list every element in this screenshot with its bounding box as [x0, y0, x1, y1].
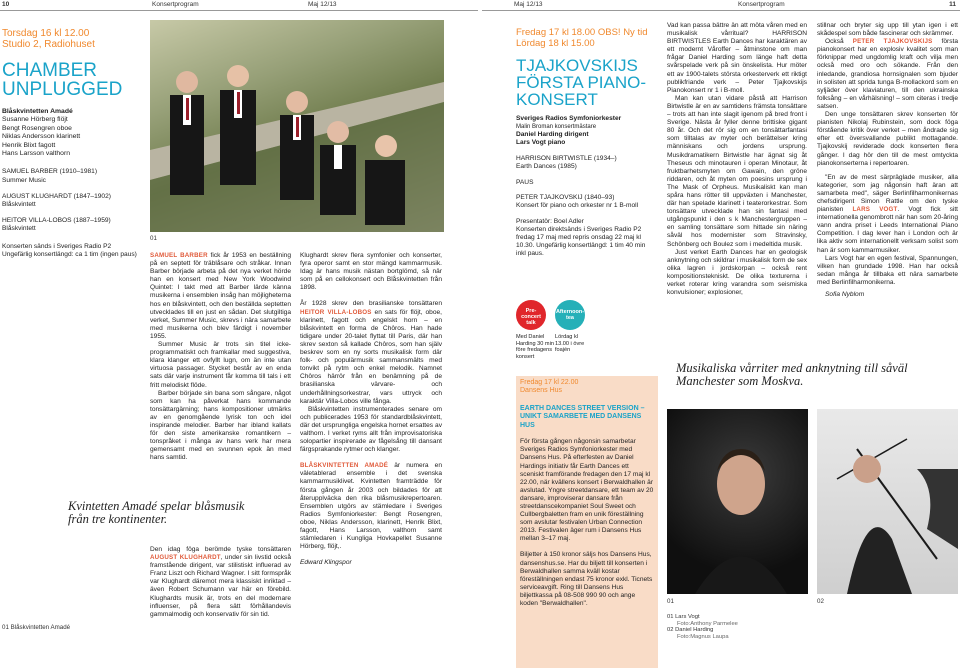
- author-signature: Edward Klingspor: [300, 559, 352, 567]
- article-column-5: [667, 22, 807, 297]
- pre-concert-text: Med Daniel Harding 30 min före fredagens konsert: [516, 334, 554, 360]
- paragraph: Barber började sin bana som sångare, något som kan ha påverkat hans kommande tonsättargärning; hans kompositioner utmärks av en genomgående lyrisk ton och idel inspirande melodier. Barber har ibland kallats för den siste amerikanske romantikern – tonspråket i många av hans verk har mera gemensamt med en svunnen epok än med hans samtid.: [150, 389, 291, 462]
- composer-name: AUGUST KLUGHARDT: [150, 554, 221, 562]
- soloist: Lars Vogt piano: [516, 139, 566, 147]
- paragraph: Klughardt skrev flera symfonier och konserter, fyra operor samt en stor mängd kammarmusik. Idag är hans musik nästan bortglömd, så när som på en cellokonsert och Blåskvintetten från 1898.: [300, 252, 442, 292]
- member: Bengt Rosengren oboe: [2, 124, 72, 132]
- paragraph: Just verket Earth Dances har en geologisk anknytning och skildrar i musikalisk form de sex olika lagren i jordskorpan – också rent kompositionstekniskt. De olika texturerna i verket roterar kring varandra som seismiska konvulsioner; explosioner,: [667, 248, 807, 297]
- member: Henrik Blixt fagott: [2, 141, 56, 149]
- work-composer: HEITOR VILLA-LOBOS (1887–1959): [2, 216, 111, 224]
- event-title-3: KONSERT: [516, 90, 598, 109]
- event-title: CHAMBER: [2, 60, 98, 81]
- paragraph: Man kan utan vidare påstå att Harrison Birtwistle är en av samtidens främsta tonsättare – trots att han inte slagit igenom på bred front i Sverige. Nästa år fyller denne brittiske gigant 80 år. Och det rör sig om en tonsättarfantasi som tilltalas av myter och berättelser kring människans och jordens ursprung. Musikdramatikern Birtwistle har ägnat sig åt Theseus och minotauren i operan Minotaur, åt fruktbarhetsmyten om Gawain, den gröne riddaren, och åt myten om poesins ursprung i The Mask of Orpheus. Musikaliskt kan man spåra hans rötter till uppväxten i Manchester, där han spelade klarinett i teaterorkestrar. Som tonsättare utvecklade han sin fantasi med utgångspunkt i den s k Manchestergruppen – en samling tonsättare som hittade sin näring såväl hos modernister som Stravinsky, Schönberg och Boulez som i medeltida musik.: [667, 94, 807, 248]
- photo-number: 01: [150, 235, 157, 242]
- caption-name: Lars Vogt: [675, 614, 700, 620]
- work-title: Earth Dances (1985): [516, 163, 577, 171]
- article-column-6: stillnar och bryter sig upp till ytan igen i ett skådespel som både fascinerar och skrämmer. Också PETER TJAJKOVSKIJS första pianokonsert har en explosiv kvalitet som man förknippar med ungdomlig kraft och vilja men också med oro och sökande. Från den inledande, grandiosa hornsignalen som bjuder in solisten att sprida tunga B-mollackord som en syljäder över klaviaturen, till den ukrainska folksång – en vårhälsning! – som citeras i tredje satsen. Den unge tonsättaren skrev konserten för pianisten Nikolaj Rubinstein, som dock föga förstående kritik över verket – men åndrade sig efter ett översvallande publikt mottagande. Tjajkovskij reviderade dock konserten flera gånger. I dag hör den till de mest omtyckta pianokonserterna i repertoaren. "En av de mest särpräglade musiker, alla kategorier, som jag någonsin haft äran att samarbeta med", säger Berlinfilharmonikernas chefsdirigent Simon Rattle om den tyske pianisten LARS VOGT. Vogt fick sitt internationella genombrott när han som 20-åring vann andra priset i Leeds International Piano Competition. I dag lever han i London och är lika aktiv som internationellt verksam solist som han är som kammarmusiker. Lars Vogt har en egen festival, Spannungen, vilken han grundade 1998. Han har också sedan många år tillbaka ett nära samarbete med Berlinfilharmonikerna. Sofia Nyblom: [817, 22, 958, 298]
- event-title-2: UNPLUGGED: [2, 79, 123, 100]
- paragraph: Summer Music är trots sin titel icke-programmatiskt och framkallar med suggestiva, klara klanger ett ovfyllt lugn, om än inte utan virtuosa passager. Stycket består av en enda sats där varje instrument får komma till tals i ett fritt melodiskt flöde.: [150, 341, 291, 389]
- work-title: Konsert för piano och orkester nr 1 B-moll: [516, 201, 639, 209]
- pull-quote: Kvintetten Amadé spelar blåsmusik från tre kontinenter.: [68, 499, 245, 526]
- event-venue: Dansens Hus: [520, 387, 563, 394]
- pre-concert-badge: Pre-concert talk: [516, 300, 546, 330]
- paragraph: stillnar och bryter sig upp till ytan igen i ett skådespel som både fascinerar och skrämmer.: [817, 22, 958, 38]
- conductor: Daniel Harding dirigent: [516, 131, 589, 139]
- paragraph: Biljetter à 150 kronor säljs hos Dansens Hus, dansenshus.se. Har du biljett till konserten i Berwaldhallen samma kväll kostar föreställningen endast 75 kronor exkl. Ticnets serviceavgift. Ring till Dansens Hus biljettkassa på 08-508 990 90 och ange koden "Berwaldhallen".: [520, 551, 653, 607]
- member: Hans Larsson valthorn: [2, 150, 71, 158]
- event-date: Torsdag 16 kl 12.00: [2, 28, 90, 39]
- article-column-2b: Den idag föga berömde tyske tonsättaren AUGUST KLUGHARDT, under sin livstid också framstående dirigent, var stilistiskt influerad av Franz Liszt och Richard Wagner. I sitt formspråk var Klughardt däremot mera klassiskt inriktad – även Robert Schumann var här en förebild. Klughardts musik är, trots en del modernare influenser, på flera sätt förhållandevis gammalmodig och konservativ för sin tid.: [150, 546, 291, 618]
- event-venue: Studio 2, Radiohuset: [2, 39, 95, 50]
- lars-vogt-photo: [667, 409, 808, 594]
- concert-info-column: [2, 28, 140, 259]
- quintet-photo: [150, 20, 444, 232]
- soloist-name: LARS VOGT: [852, 206, 898, 214]
- composer-name: PETER TJAJKOVSKIJS: [852, 38, 933, 46]
- photo-number: 01: [667, 598, 674, 605]
- dance-event-box: [516, 376, 658, 668]
- caption-credit: Foto:Magnus Laupa: [677, 633, 729, 640]
- presenter: Presentatör: Boel Adler: [516, 217, 584, 225]
- header-date: Maj 12/13: [514, 1, 543, 8]
- work-composer: AUGUST KLUGHARDT (1847–1902): [2, 192, 111, 200]
- composer-name: SAMUEL BARBER: [150, 252, 208, 259]
- paragraph: För första gången någonsin samarbetar Sveriges Radios Symfoniorkester med Dansens Hus. På efterfesten av Daniel Hardings initiativ får Earth Dances ett sceniskt framförande fredagen den 17 maj kl 22.00, när kvällens konsert i Berwaldhallen är avslutad. Yngre streetdansare, ett team av 20 dansare, improviserar dansare från streetdanscekompaniet Soul Sweet och Cullbergbaletten fram en unik föreställning som avslutar festivalen Urban Connection 2013. Festivalen äger rum i Dansens Hus mellan 3–17 maj.: [520, 438, 654, 543]
- paragraph: Lars Vogt har en egen festival, Spannungen, vilken han grundade 1998. Han har också sedan många år tillbaka ett nära samarbete med Berlinfilharmonikerna.: [817, 254, 958, 286]
- author-signature: Sofia Nyblom: [825, 291, 865, 298]
- header-section: Konsertprogram: [152, 1, 199, 8]
- article-column-3: Klughardt skrev flera symfonier och konserter, fyra operor samt en stor mängd kammarmusik. Idag är hans musik nästan bortglömd, så när som på en cellokonsert och Blåskvintetten från 1898. År 1928 skrev den brasilianske tonsättaren HEITOR VILLA-LOBOS en sats för flöjt, oboe, klarinett, fagott och engelskt horn – en blåskvintett en forma de Chôros. Han hade tidigare under 20-talet flyttat till Paris, där han skrev sexton så kallade Chôros, som han själv beskrev som en ny sorts musikalisk form där folk- och populärmusik sammansmälts med tonvikt på rytm och enkel melodik. Namnet Chôros härrör från en benämning på de brasilianska värvare- och underhållningsorkestrar, vars uttryck och karaktär Villa-Lobos ville fånga. Blåskvintetten instrumenterades senare om och publicerades 1953 för standardblåskvintett, där det ursprungliga engelska hornet ersattes av valthorn. I verket ryms allt från improvisatoriska solopartier inspirerade av fågelsång till dansant färgsprakande rytmer och klanger. BLÅSKVINTETTEN AMADÉ är numera en väletablerad ensemble i det svenska kammarmusiklivet. Kvintetten framträdde för första gången år 2003 och bildades för att återupplväcka den rika blåsmusikrepertoaren. Ensemblen utgörs av stämledare i Sveriges Radios Symfoniorkester: Bengt Rosengren, oboe, Niklas Andersson, klarinett, Henrik Blixt, fagott, Hans Larsson, valthorn samt stämledaren i Kungliga Hovkapellet Susanne Hörberg, flöjt,. Edward Klingspor: [300, 252, 442, 567]
- caption-credit: Foto:Anthony Parmelee: [677, 620, 738, 627]
- concert-info-column-2: [516, 28, 656, 258]
- orchestra: Sveriges Radios Symfoniorkester: [516, 115, 622, 122]
- work-composer: SAMUEL BARBER (1910–1981): [2, 168, 98, 176]
- broadcast-note: Konserten direktsänds i Sveriges Radio P2 fredag 17 maj med repris onsdag 22 maj kl 10.30. Ungefärlig konsertlängd: 1 tim 40 min inkl paus.: [516, 225, 646, 258]
- page-number: 10: [2, 1, 10, 8]
- article-column-2: SAMUEL BARBER fick år 1953 en beställning på en septett för träblåsare och stråkar. Innan Barber började arbeta på det nya verket hörde han en konsert med New York Woodwind Quintet: I takt med att Barber lärde känna musikerna i ensemblen insåg han möjligheterna hos en blåskvintett, och den beställda septetten utvecklades till en just en sådan. Det slutgiltiga verket, Summer Music, skrevs i nära samarbete med musikerna och blev färdigt i november 1955. Summer Music är trots sin titel icke-programmatiskt och framkallar med suggestiva, klara klanger ett ovfyllt lugn, om än inte utan virtuosa passager. Stycket består av en enda sats där varje instrument får komma till tals i ett fritt melodiskt flöde. Barber började sin bana som sångare, något som kan ha påverkat hans kommande tonsättargärning; hans kompositioner utmärks av en genomgående lyrisk ton och idel inspirande melodier. Barber har ibland kallats för den siste amerikanske romantikern – tonspråket i många av hans verk har mera gemensamt med en svunnen epok än med hans samtid.: [150, 252, 291, 462]
- photo-caption: 01 Blåskvintetten Amadé: [2, 624, 71, 631]
- concertmaster: Malin Broman konsertmästare: [516, 124, 597, 131]
- member: Susanne Hörberg flöjt: [2, 116, 68, 124]
- pull-quote: Musikaliska vårriter med anknytning till såväl Manchester som Moskva.: [676, 361, 908, 388]
- paragraph: Den unge tonsättaren skrev konserten för pianisten Nikolaj Rubinstein, som dock föga förstående kritik över verket – men åndrade sig efter ett översvallande publikt mottagande. Tjajkovskij reviderade dock konserten flera gånger. I dag hör den till de mest omtyckta pianokonserterna i repertoaren.: [817, 111, 958, 167]
- header-section: Konsertprogram: [738, 1, 785, 8]
- right-page-header: [482, 0, 960, 11]
- work-composer: PETER TJAJKOVSKIJ (1840–93): [516, 193, 615, 201]
- event-title-2: FÖRSTA PIANO-: [516, 73, 647, 92]
- conductor-illustration: [817, 409, 958, 594]
- left-page-header: [0, 0, 478, 11]
- photo-credits: 01 Lars Vogt Foto:Anthony Parmelee 02 Daniel Harding Foto:Magnus Laupa: [667, 614, 738, 640]
- event-title: EARTH DANCES STREET VERSION – UNIKT SAMARBETE MED DANSENS HUS: [520, 405, 645, 429]
- photo-number: 02: [817, 598, 824, 605]
- intermission: PAUS: [516, 178, 534, 186]
- member: Niklas Andersson klarinett: [2, 133, 81, 141]
- event-title: TJAJKOVSKIJS: [516, 56, 638, 75]
- ensemble-name: BLÅSKVINTETTEN AMADÉ: [300, 462, 389, 470]
- afternoon-tea-text: Lördag kl 13.00 i övre foajén: [555, 334, 585, 354]
- work-composer: HARRISON BIRTWISTLE (1934–): [516, 155, 617, 163]
- paragraph: Vad kan passa bättre än att möta våren med en musikalisk vårritual? HARRISON BIRTWISTLES Earth Dances har karaktären av ett modernt Våroffer – åtminstone om man frågar Daniel Harding som länge haft detta svårspelade verk på sin önskelista. Hur möter ett av 1900-talets största orkesterverk ett riktigt publikfriande verk – Peter Tjajkovskijs Pianokonsert nr 1 i B-moll.: [667, 22, 807, 94]
- caption-name: Daniel Harding: [675, 627, 714, 634]
- portrait-illustration: [667, 409, 808, 594]
- work-title: Summer Music: [2, 176, 46, 184]
- work-title: Blåskvintett: [2, 200, 36, 208]
- composer-name: HEITOR VILLA-LOBOS: [300, 308, 372, 316]
- paragraph: Blåskvintetten instrumenterades senare om och publicerades 1953 för standardblåskvintett, där det ursprungliga engelska hornet ersattes av valthorn. I verket ryms allt från improvisatoriska solopartier inspirerade av fågelsång till dansant färgsprakande rytmer och klanger.: [300, 405, 442, 454]
- event-date-2: Lördag 18 kl 15.00: [516, 37, 595, 49]
- header-date: Maj 12/13: [308, 1, 337, 8]
- event-date: Fredag 17 kl 18.00 OBS! Ny tid: [516, 27, 648, 38]
- afternoon-tea-badge: Afternoon-tea: [555, 300, 585, 330]
- quintet-illustration: [150, 20, 444, 232]
- broadcast-note: Konserten sänds i Sveriges Radio P2 Ungefärlig konsertlängd: ca 1 tim (ingen paus): [2, 243, 137, 259]
- work-title: Blåskvintett: [2, 224, 36, 232]
- event-date: Fredag 17 kl 22.00: [520, 379, 579, 386]
- daniel-harding-photo: [817, 409, 958, 594]
- ensemble-name: Blåskvintetten Amadé: [2, 108, 73, 115]
- page-number: 11: [949, 1, 956, 8]
